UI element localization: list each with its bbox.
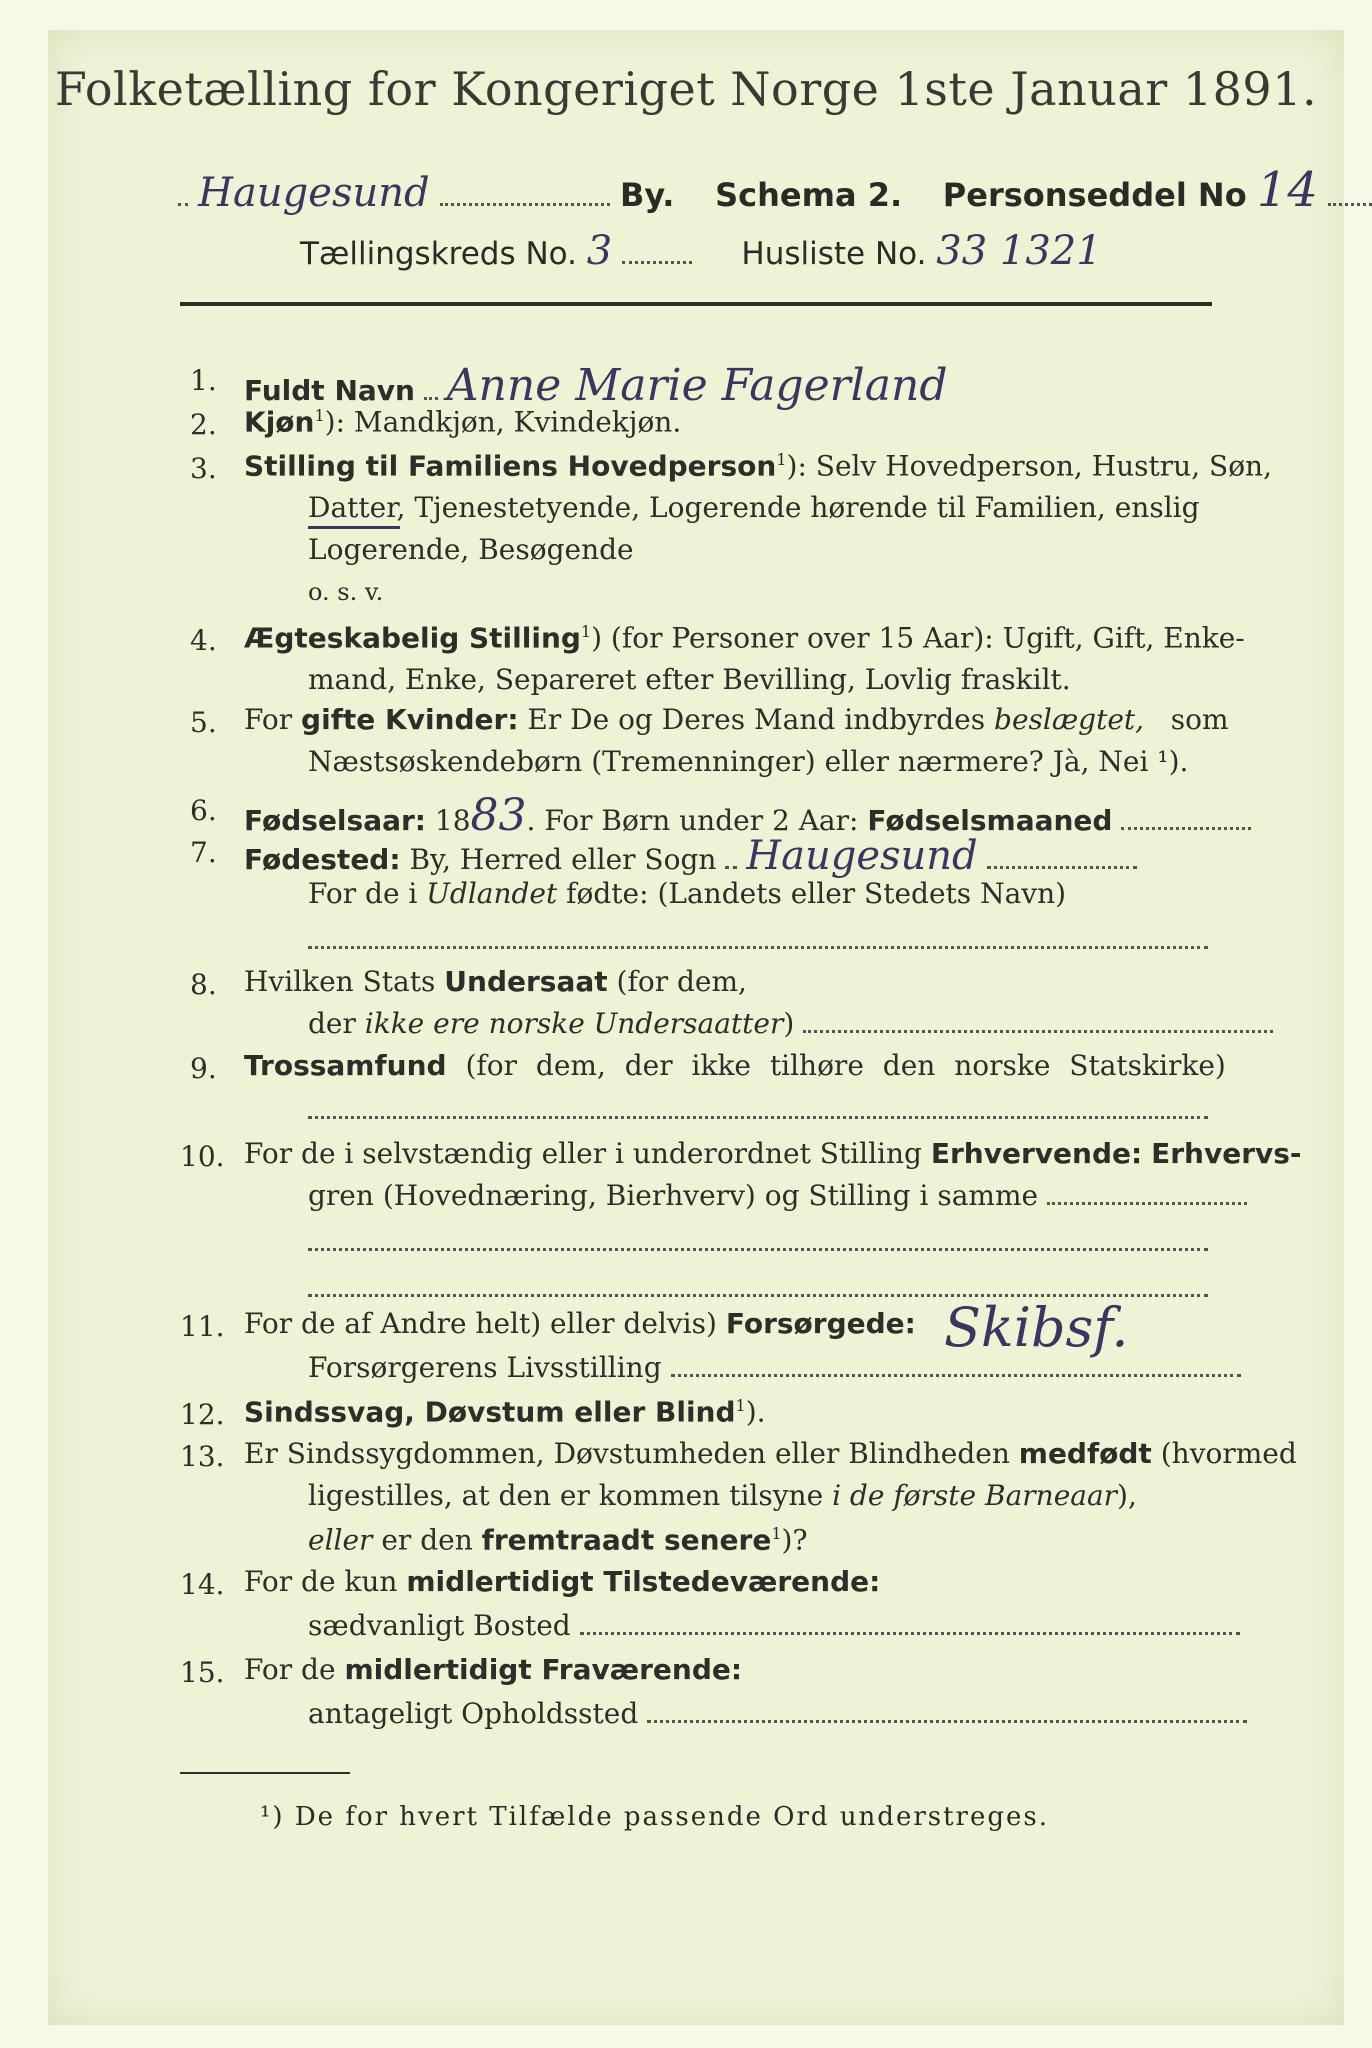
item-4-line-2: mand, Enke, Separeret efter Bevilling, Lovlig fraskilt. (308, 663, 1071, 696)
item-13-line-1: Er Sindssygdommen, Døvstumheden eller Blindheden medfødt (hvormed (244, 1437, 1297, 1470)
item-11-line-1: For de af Andre helt) eller delvis) Forsørgede: (244, 1307, 916, 1340)
congenital-label: medfødt (1018, 1437, 1152, 1470)
item-6-number: 6. (190, 794, 217, 827)
family-position-label: Stilling til Familiens Hovedperson (244, 449, 777, 483)
header-kreds-line (300, 228, 1102, 274)
item-7-line-2: For de i Udlandet fødte: (Landets eller Stedets Navn) (308, 877, 1067, 910)
item-15-line-1: For de midlertidigt Fraværende: (244, 1653, 743, 1686)
item-2-sex: Kjøn$^1$): Mandkjøn, Kvindekjøn. (244, 405, 682, 439)
birthplace-label: Fødested: (244, 843, 401, 876)
form-title: Folketælling for Kongeriget Norge 1ste Januar 1891. (54, 62, 1318, 116)
item-9-religion: Trossamfund (for dem, der ikke tilhøre den norske Statskirke) (244, 1049, 1226, 1082)
item-14-number: 14. (180, 1568, 225, 1601)
married-women-label: gifte Kvinder: (301, 703, 519, 736)
item-12-disability: Sindssvag, Døvstum eller Blind$^1$). (244, 1395, 766, 1429)
husliste-label: Husliste No. (741, 236, 927, 272)
datter-underline (308, 526, 400, 529)
item-9-blank-line (308, 1104, 1208, 1123)
item-7-line-1: Fødested: By, Herred eller Sogn Haugesund (244, 836, 1137, 876)
schema-label: Schema 2. (715, 176, 903, 214)
birth-year-value: 83 (470, 790, 527, 841)
disability-label: Sindssvag, Døvstum eller Blind (244, 1395, 736, 1429)
birthplace-value: Haugesund (746, 833, 978, 879)
birth-year-label: Fødselsaar: (244, 804, 426, 837)
item-8-line-2: der ikke ere norske Undersaatter) (308, 1010, 1273, 1038)
temporarily-absent-label: midlertidigt Fraværende: (344, 1653, 743, 1686)
item-1-full-name (244, 360, 948, 411)
husliste-number: 33 1321 (936, 228, 1102, 274)
item-10-number: 10. (180, 1140, 225, 1173)
kreds-label: Tællingskreds No. (300, 236, 577, 272)
item-15-number: 15. (180, 1656, 225, 1689)
item-3-number: 3. (190, 452, 217, 485)
city-handwritten: Haugesund (198, 170, 430, 216)
marital-status-label: Ægteskabelig Stilling (244, 621, 581, 655)
item-14-line-1: For de kun midlertidigt Tilstedeværende: (244, 1565, 881, 1598)
item-11-line-2: Forsørgerens Livsstilling (308, 1354, 1241, 1382)
personseddel-label: Personseddel No (942, 176, 1247, 214)
item-3-line-2: Datter, Tjenestetyende, Logerende hørende til Familien, enslig (308, 491, 1200, 524)
item-15-line-2: antageligt Opholdssted (308, 1700, 1247, 1728)
item-13-number: 13. (180, 1440, 225, 1473)
item-12-number: 12. (180, 1398, 225, 1431)
item-10-blank-line-1 (308, 1236, 1208, 1255)
item-13-line-3: eller er den fremtraadt senere$^1$)? (308, 1523, 808, 1557)
item-10-line-2: gren (Hovednæring, Bierhverv) og Stilling i samme (308, 1182, 1247, 1210)
item-14-line-2: sædvanligt Bosted (308, 1612, 1240, 1640)
birth-month-label: Fødselsmaaned (867, 804, 1113, 837)
item-7-number: 7. (190, 836, 217, 869)
kreds-number: 3 (586, 228, 613, 274)
item-9-number: 9. (190, 1052, 217, 1085)
full-name-label: Fuldt Navn (244, 374, 415, 407)
item-2-number: 2. (190, 408, 217, 441)
item-4-number: 4. (190, 624, 217, 657)
item-3-line-1: Stilling til Familiens Hovedperson$^1$): Selv Hovedperson, Hustru, Søn, (244, 449, 1272, 483)
item-13-line-2: ligestilles, at den er kommen tilsyne i de første Barneaar), (308, 1479, 1137, 1512)
provider-occupation-value: Skibsf. (944, 1296, 1129, 1359)
item-5-line-1: For gifte Kvinder: Er De og Deres Mand indbyrdes beslægtet, som (244, 703, 1229, 736)
footnote: ¹) De for hvert Tilfælde passende Ord understreges. (260, 1802, 1050, 1832)
sex-options: ): Mandkjøn, Kvindekjøn. (324, 405, 682, 439)
item-8-number: 8. (190, 968, 217, 1001)
item-7-blank-line (308, 934, 1208, 953)
header-divider (180, 302, 1212, 306)
acquired-later-label: fremtraadt senere (481, 1523, 772, 1557)
item-5-number: 5. (190, 706, 217, 739)
citizenship-label: Undersaat (444, 965, 608, 998)
item-6-birth-year: Fødselsaar: 1883. For Børn under 2 Aar: Fødselsmaaned (244, 794, 1251, 838)
header-city-line (178, 162, 1372, 218)
item-10-line-1: For de i selvstændig eller i underordnet Stilling Erhvervende: Erhvervs- (244, 1137, 1302, 1170)
occupation-label: Erhvervende: (930, 1137, 1143, 1170)
full-name-value: Anne Marie Fagerland (446, 360, 948, 411)
item-8-line-1: Hvilken Stats Undersaat (for dem, (244, 965, 747, 998)
supported-label: Forsørgede: (725, 1307, 916, 1340)
religion-label: Trossamfund (244, 1049, 447, 1082)
footnote-divider (180, 1772, 350, 1774)
item-1-number: 1. (190, 364, 217, 397)
personseddel-number: 14 (1256, 162, 1318, 218)
item-3-line-3: Logerende, Besøgende (308, 533, 634, 566)
item-3-line-4: o. s. v. (308, 578, 384, 606)
item-5-line-2: Næstsøskendebørn (Tremenninger) eller nærmere? Jà, Nei ¹). (308, 745, 1189, 778)
sex-label: Kjøn (244, 405, 315, 439)
by-label: By. (619, 176, 675, 214)
item-4-line-1: Ægteskabelig Stilling$^1$) (for Personer over 15 Aar): Ugift, Gift, Enke- (244, 621, 1245, 655)
item-11-number: 11. (180, 1310, 225, 1343)
temporarily-present-label: midlertidigt Tilstedeværende: (406, 1565, 881, 1598)
